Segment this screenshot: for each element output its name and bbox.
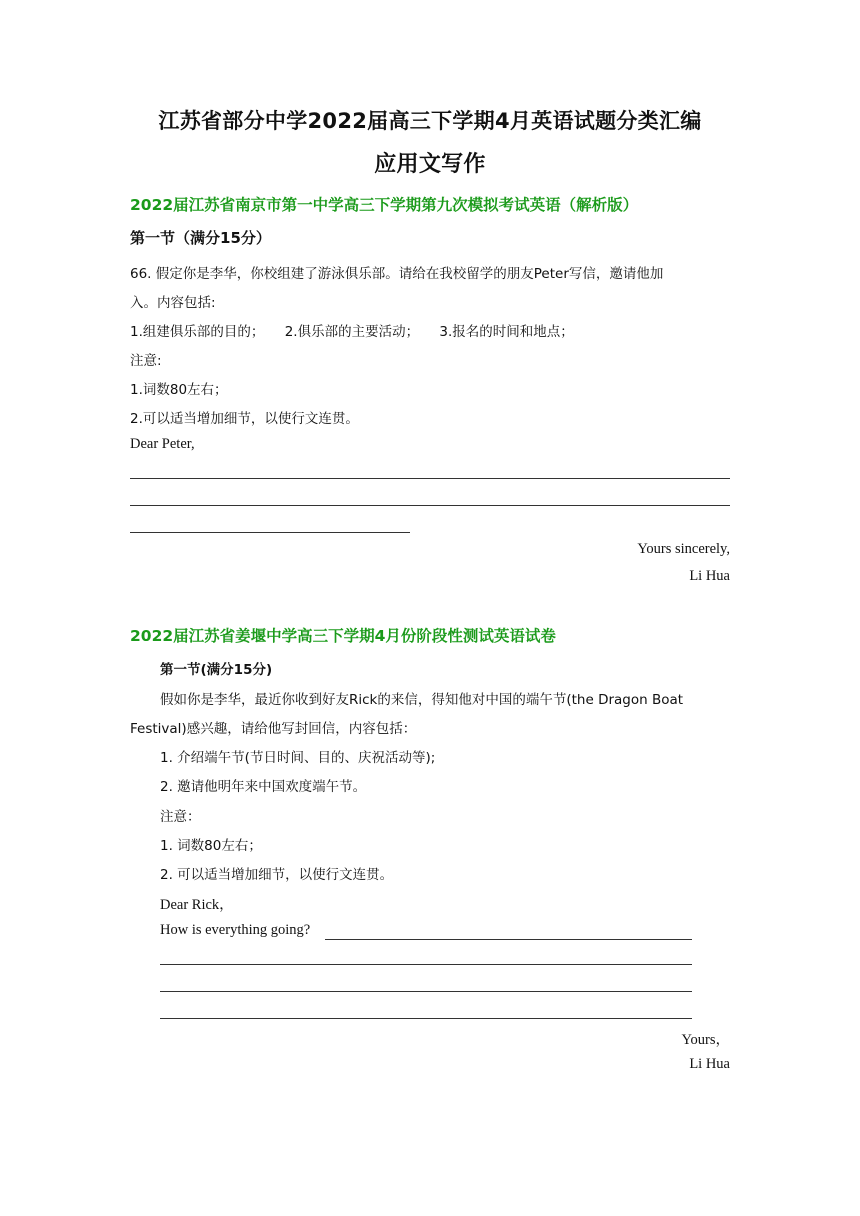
section1-closing: Yours sincerely, xyxy=(637,541,730,557)
section1-part-title: 第一节（满分15分） xyxy=(130,229,271,247)
section2-closing: Yours， xyxy=(681,1032,730,1048)
section2-opening: How is everything going? xyxy=(160,922,311,938)
section1-prompt-line2: 入。内容包括: xyxy=(130,295,216,311)
section2-writing-line[interactable] xyxy=(325,939,692,940)
section1-greeting: Dear Peter, xyxy=(130,436,195,452)
section1-prompt-line1: 66. 假定你是李华，你校组建了游泳俱乐部。请给在我校留学的朋友Peter写信，邀请他加 xyxy=(130,266,664,282)
section1-heading: 2022届江苏省南京市第一中学高三下学期第九次模拟考试英语（解析版） xyxy=(130,196,639,214)
section1-points xyxy=(130,320,574,340)
section1-writing-line[interactable] xyxy=(130,532,410,533)
section1-signature: Li Hua xyxy=(689,568,730,584)
section2-part-title: 第一节(满分15分) xyxy=(160,662,273,678)
section2-writing-line[interactable] xyxy=(160,1018,692,1019)
section1-point-3: 3.报名的时间和地点； xyxy=(439,324,574,340)
section2-note-label: 注意： xyxy=(160,809,201,825)
section2-signature: Li Hua xyxy=(689,1056,730,1072)
section2-heading: 2022届江苏省姜堰中学高三下学期4月份阶段性测试英语试卷 xyxy=(130,627,556,645)
document-subtitle: 应用文写作 xyxy=(374,152,486,177)
section1-note-2: 2.可以适当增加细节，以使行文连贯。 xyxy=(130,411,359,427)
section2-prompt-line2: Festival)感兴趣，请给他写封回信，内容包括： xyxy=(130,721,417,737)
section2-writing-line[interactable] xyxy=(160,991,692,992)
section2-greeting: Dear Rick， xyxy=(160,897,234,913)
section1-writing-line[interactable] xyxy=(130,478,730,479)
section2-note-1: 1. 词数80左右； xyxy=(160,838,262,854)
section2-point-2: 2. 邀请他明年来中国欢度端午节。 xyxy=(160,779,367,795)
section2-prompt-line1: 假如你是李华，最近你收到好友Rick的来信，得知他对中国的端午节(the Dragon Boat xyxy=(160,692,684,708)
section1-note-1: 1.词数80左右； xyxy=(130,382,228,398)
document-title: 江苏省部分中学2022届高三下学期4月英语试题分类汇编 xyxy=(158,109,702,133)
section1-writing-line[interactable] xyxy=(130,505,730,506)
section1-point-2: 2.俱乐部的主要活动； xyxy=(284,324,420,340)
section1-point-1: 1.组建俱乐部的目的； xyxy=(130,324,265,340)
section1-note-label: 注意: xyxy=(130,353,162,369)
section2-point-1: 1. 介绍端午节(节日时间、目的、庆祝活动等); xyxy=(160,750,436,766)
section2-writing-line[interactable] xyxy=(160,964,692,965)
section2-note-2: 2. 可以适当增加细节，以使行文连贯。 xyxy=(160,867,394,883)
